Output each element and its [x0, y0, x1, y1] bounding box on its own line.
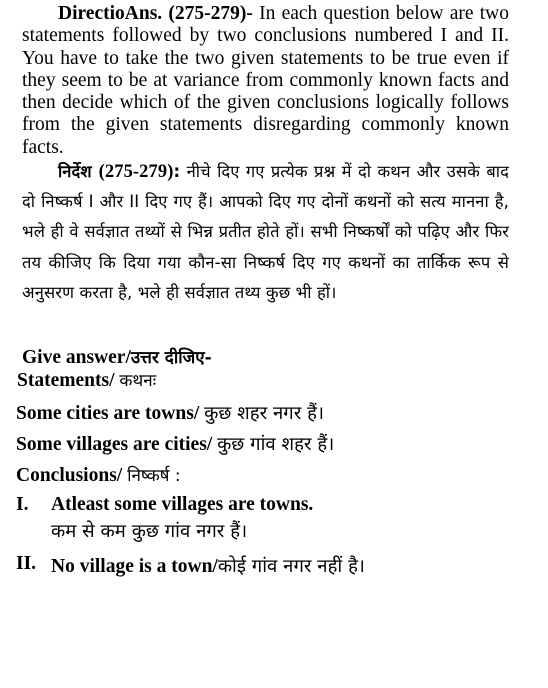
conclusion-2-hindi: कोई गांव नगर नहीं है।: [217, 556, 365, 577]
conclusion-2-label: II.: [16, 553, 37, 574]
directions-hindi-lead-colon: :: [173, 162, 181, 181]
directions-hindi-text: नीचे दिए गए प्रत्येक प्रश्न में दो कथन और उसके बाद दो निष्कर्ष I और II दिए गए हैं। आपको दिए गए दोनों कथनों को सत्य मानना है, भले ही वे सर्वज्ञात तथ्यों से भिन्न प्रतीत होते हों। सभी निष्कर्षों को पढ़िए और फिर तय कीजिए कि दिया गया कौन-सा निष्कर्ष दिए गए कथनों का तार्किक रूप से अनुसरण करता है, भले ही सर्वज्ञात तथ्य कुछ भी हों।: [22, 162, 509, 302]
directions-english: [22, 3, 509, 159]
conclusion-2: [51, 553, 365, 578]
directions-english-lead: DirectioAns. (275-279)-: [58, 3, 253, 24]
statement-2-hindi: कुछ गांव शहर हैं।: [217, 434, 335, 455]
statements-heading-english: Statements/: [17, 370, 115, 391]
directions-hindi: [22, 157, 509, 308]
give-answer-heading: [22, 345, 212, 369]
conclusions-heading-english: Conclusions/: [16, 465, 123, 486]
statement-1-hindi: कुछ शहर नगर हैं।: [204, 403, 324, 424]
conclusion-1-label: I.: [16, 494, 29, 515]
statement-1-english: Some cities are towns/: [16, 403, 200, 424]
statement-2-english: Some villages are cities/: [16, 434, 213, 455]
give-answer-hindi: उत्तर दीजिए-: [130, 348, 212, 368]
conclusion-1-english: Atleast some villages are towns.: [51, 494, 314, 515]
statements-heading: [17, 368, 156, 392]
give-answer-english: Give answer/: [22, 347, 131, 368]
statements-heading-hindi: कथनः: [119, 371, 157, 391]
directions-hindi-lead-word: निर्देश: [58, 162, 92, 181]
directions-hindi-lead: [58, 162, 180, 181]
conclusions-heading: [16, 463, 181, 487]
conclusions-heading-hindi: निष्कर्ष :: [127, 466, 181, 486]
conclusion-2-english: No village is a town/: [51, 556, 218, 577]
statement-2: [16, 431, 334, 456]
conclusion-1-hindi: कम से कम कुछ गांव नगर हैं।: [51, 521, 248, 542]
directions-hindi-lead-number: (275-279): [98, 162, 174, 182]
directions-english-text: In each question below are two statements followed by two conclusions numbered I and II. You have to take the two given statements to be true even if they seem to be at variance from commonly known facts and then decide which of the given conclusions logically follows from the given statements disregarding commonly known facts.: [22, 3, 510, 158]
statement-1: [16, 400, 324, 425]
